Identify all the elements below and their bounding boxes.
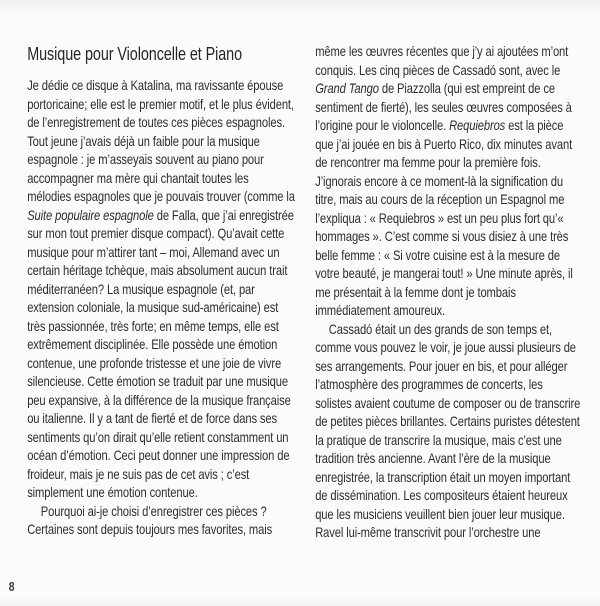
paragraph xyxy=(27,502,295,539)
right-column xyxy=(315,42,581,542)
right-paragraphs xyxy=(315,42,581,542)
text-run: est la pièce que j’ai jouée en bis à Puerto Rico, dix minutes avant de rencontrer ma femme pour la première fois. J’ignorais encore à ce moment-là la signification du titre, mais au cours de la réception un Espagnol me l’expliqua : « Requiebros » est un peu plus fort qu’« hommages ». C’est comme si vous disiez à une très belle femme : « Si votre cuisine est à la mesure de votre beauté, je mangerai tout! » Une minute après, il me présentait à la femme dont je tombais immédiatement amoureux. xyxy=(315,117,573,318)
paragraph xyxy=(315,320,581,542)
work-title-italic: Suite populaire espagnole xyxy=(27,206,154,223)
text-run: Je dédie ce disque à Katalina, ma ravissante épouse portoricaine; elle est le premier motif, et le plus évident, de l’enregistrement de toutes ces pièces espagnoles. Tout jeune j’avais déjà un faible pour la musique espagnole : je m’asseyais souvent au piano pour accompagner ma mère qui chantait toutes les mélodies espagnoles que je pouvais trouver (comme la xyxy=(27,77,295,204)
text-run: de Falla, que j’ai enregistrée sur mon tout premier disque compact). Qu’avait cette musique pour m’attirer tant – moi, Allemand avec un certain héritage tchèque, mais absolument aucun trait méditerranéen? La musique espagnole (et, par extension coloniale, la musique sud-américaine) est très passionnée, très forte; en même temps, elle est extrêmement disciplinée. Elle possède une émotion contenue, une profonde tristesse et une joie de vivre silencieuse. Cette émotion se traduit par une musique peu expansive, à la différence de la musique française ou italienne. Il y a tant de fierté et de force dans ses sentiments qu’on dirait qu’elle retient constamment un océan d’émotion. Ceci peut donner une impression de froideur, mais je ne suis pas de cet avis ; c’est simplement une émotion contenue. xyxy=(27,206,294,500)
left-column xyxy=(27,42,295,542)
two-column-layout xyxy=(0,42,600,542)
text-run: Pourquoi ai-je choisi d’enregistrer ces pièces ? Certaines sont depuis toujours mes favorites, mais xyxy=(27,502,273,537)
text-run: Cassadó était un des grands de son temps et, comme vous pouvez le voir, je joue aussi plusieurs de ses arrangements. Pour jouer en bis, et pour alléger l’atmosphère des programmes de concerts, les solistes avaient coutume de composer ou de transcrire de petites pièces brillantes. Certains puristes détestent la pratique de transcrire la musique, mais c’est une tradition très ancienne. Avant l’ère de la musique enregistrée, la transcription était un moyen important de dissémination. Les compositeurs étaient heureux que les musiciens veuillent bien jouer leur musique. Ravel lui-même transcrivit pour l’orchestre une xyxy=(315,320,581,540)
page-title: Musique pour Violoncelle et Piano xyxy=(27,44,243,64)
page-number: 8 xyxy=(8,579,15,594)
left-paragraphs xyxy=(27,76,295,539)
paragraph xyxy=(27,76,295,502)
text-run: de Piazzolla (qui est empreint de ce sentiment de fierté), les seules œuvres composées à l’origine pour le violoncelle. xyxy=(315,80,572,133)
work-title-italic: Requiebros xyxy=(449,117,506,133)
work-title-italic: Grand Tango xyxy=(315,80,379,96)
paragraph xyxy=(315,42,581,320)
text-run: même les œuvres récentes que j’y ai ajoutées m’ont conquis. Les cinq pièces de Cassadó sont, avec le xyxy=(315,43,569,78)
